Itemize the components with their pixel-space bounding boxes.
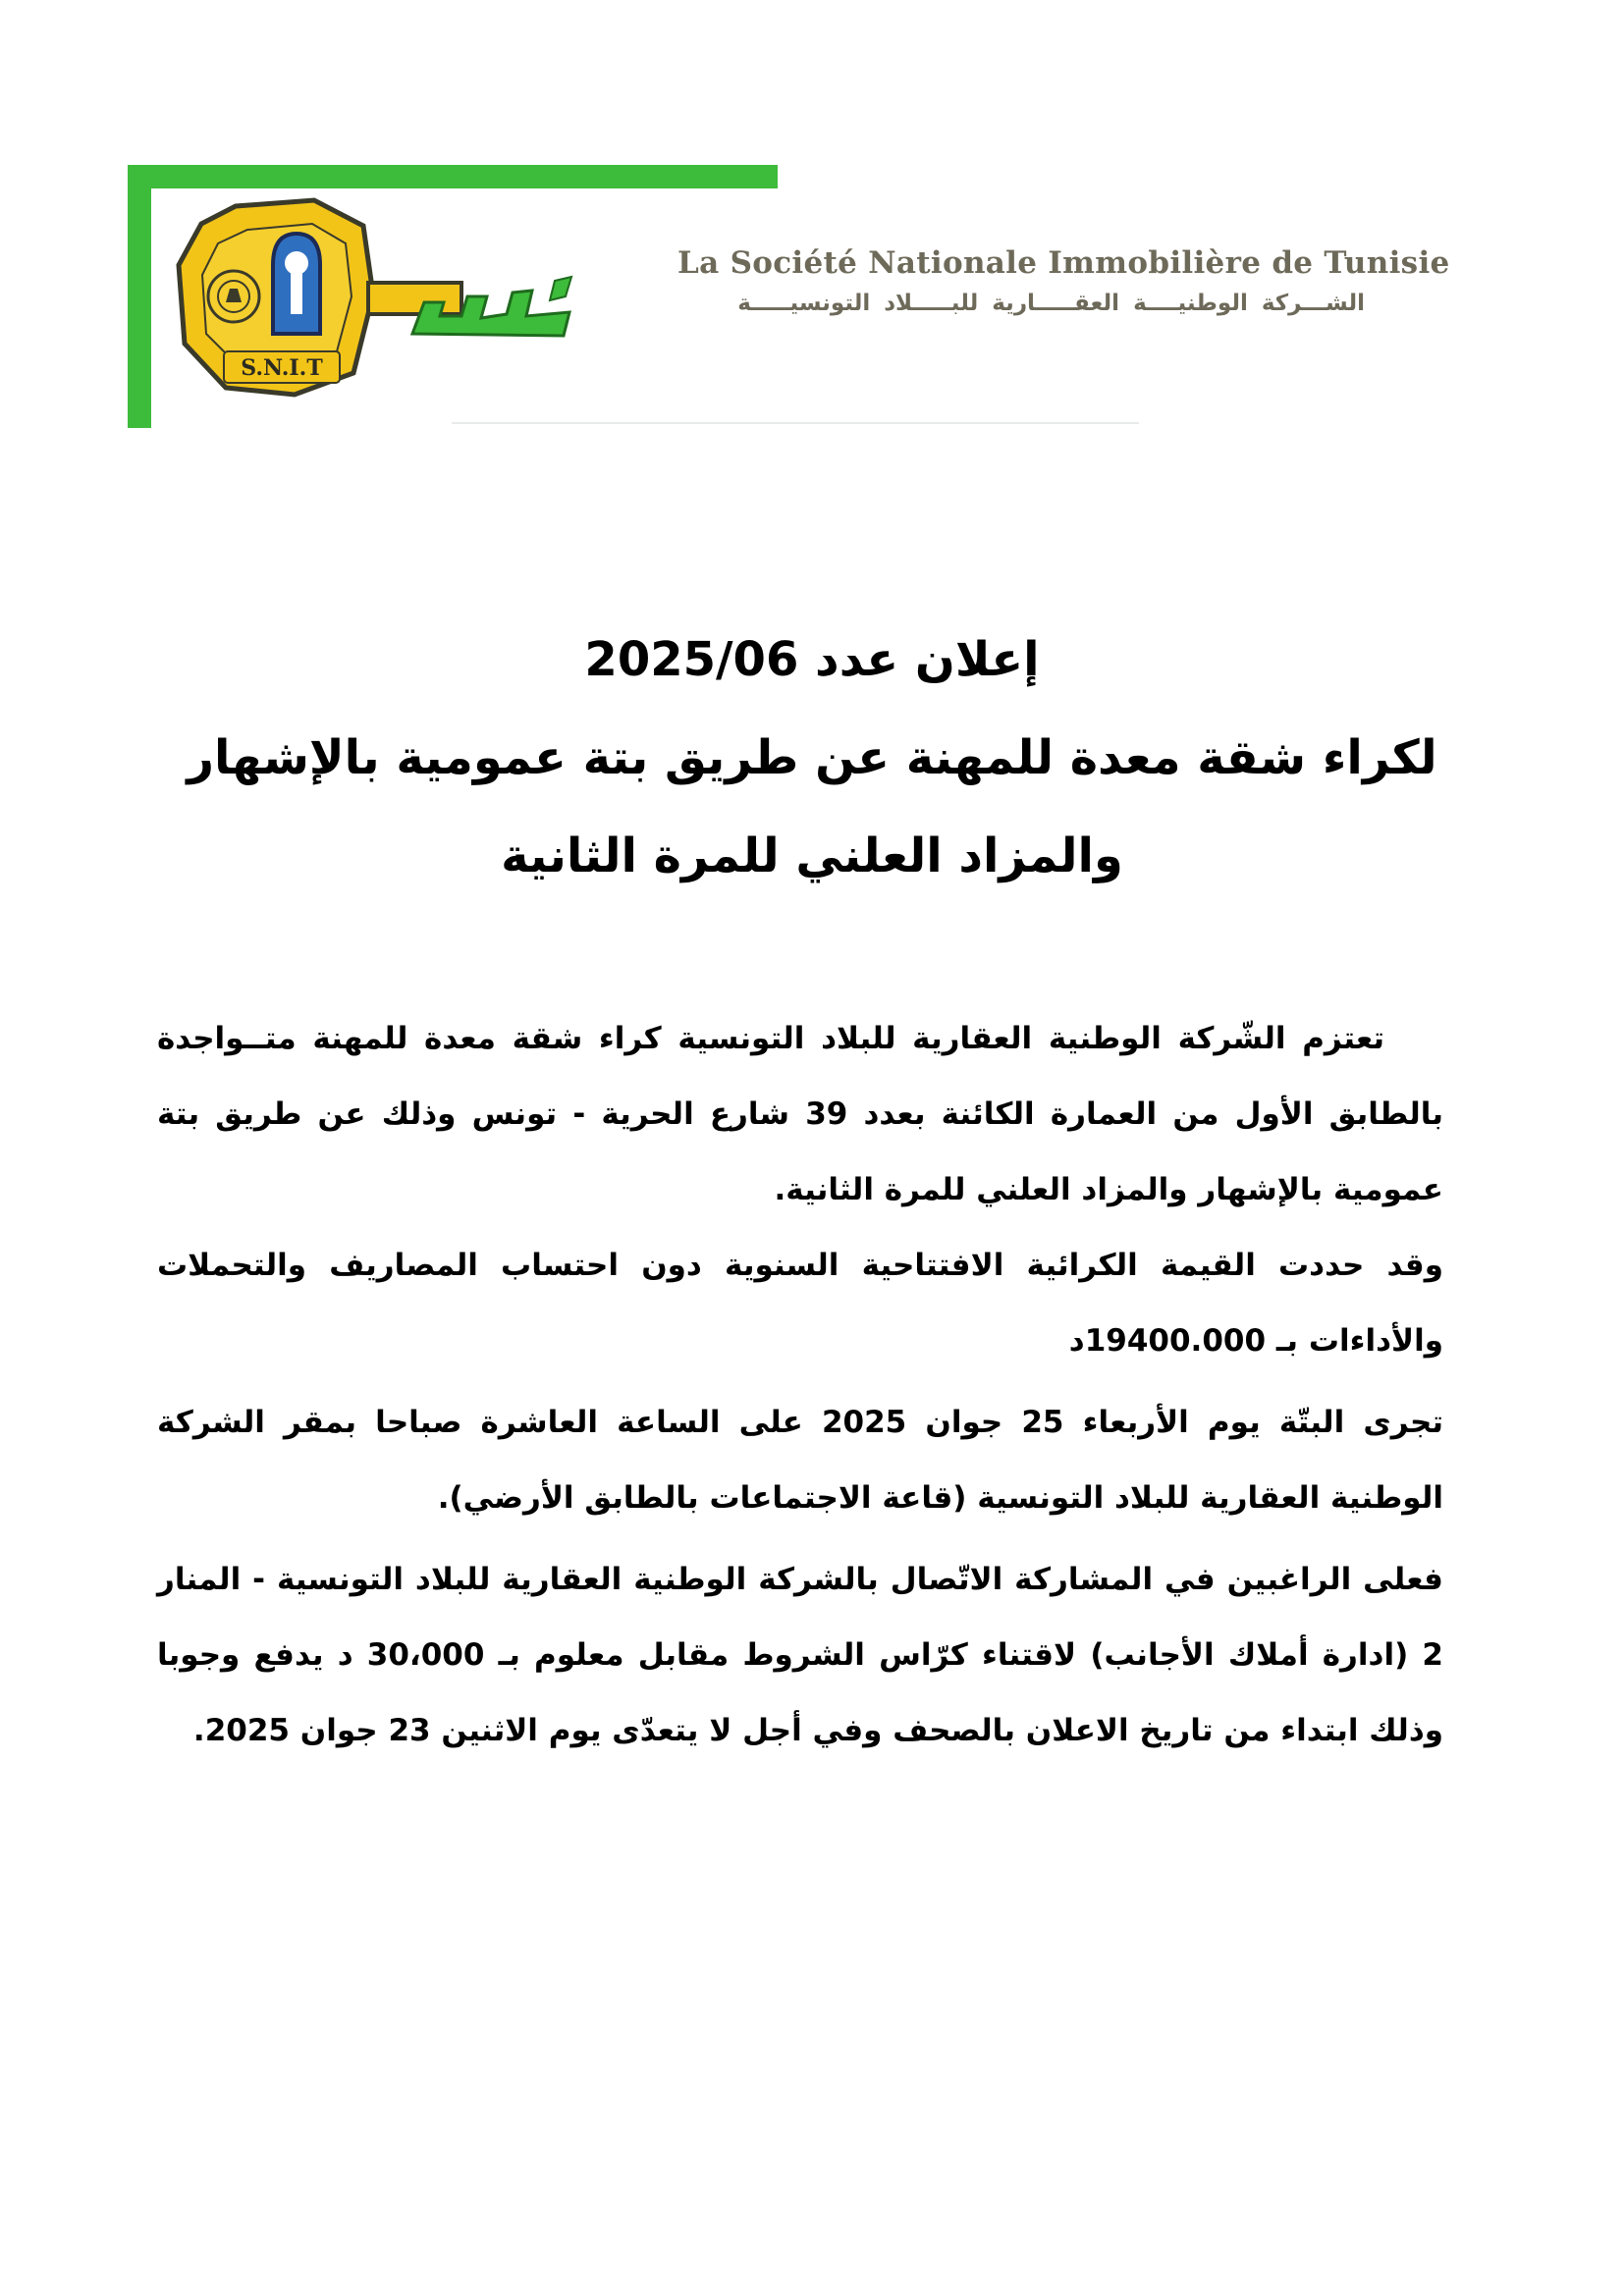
letterhead-green-bar-left	[128, 165, 151, 428]
paragraph-participation: فعلى الراغبين في المشاركة الاتّصال بالشركة الوطنية العقارية للبلاد التونسية - المنار 2 (ادارة أملاك الأجانب) لاقتناء كرّاس الشروط مقابل معلوم بـ 30،000 د يدفع وجوبا وذلك ابتداء من تاريخ الاعلان بالصحف وفي أجل لا يتعدّى يوم الاثنين 23 جوان 2025.	[157, 1562, 1443, 1748]
company-name-fr: La Société Nationale Immobilière de Tunisie	[677, 245, 1450, 281]
letterhead	[128, 165, 1450, 428]
company-name-ar: الشـــركة الوطنيــــة العقـــــارية للبـــــلاد التونسيـــــة	[737, 291, 1365, 316]
title-line-subject-cont: والمزاد العلني للمرة الثانية	[501, 828, 1123, 883]
snit-key-logo-icon	[167, 187, 628, 412]
letterhead-green-bar-top	[128, 165, 778, 188]
logo-text: S.N.I.T	[241, 355, 323, 381]
title-line-subject: لكراء شقة معدة للمهنة عن طريق بتة عمومية بالإشهار	[187, 730, 1437, 785]
letterhead-divider	[452, 422, 1139, 424]
paragraph-auction-date: تجرى البتّة يوم الأربعاء 25 جوان 2025 على الساعة العاشرة صباحا بمقر الشركة الوطنية العقارية للبلاد التونسية (قاعة الاجتماعات بالطابق الأرضي).	[157, 1405, 1443, 1516]
title-line-number: إعلان عدد 2025/06	[584, 632, 1040, 687]
announcement-title	[157, 611, 1467, 905]
announcement-body	[157, 1001, 1443, 1769]
paragraph-intent: تعتزم الشّركة الوطنية العقارية للبلاد التونسية كراء شقة معدة للمهنة متــواجدة بالطابق الأول من العمارة الكائنة بعدد 39 شارع الحرية - تونس وذلك عن طريق بتة عمومية بالإشهار والمزاد العلني للمرة الثانية.	[157, 1021, 1443, 1207]
paragraph-rent-value: وقد حددت القيمة الكرائية الافتتاحية السنوية دون احتساب المصاريف والتحملات والأداءات بـ 19400.000د	[157, 1248, 1443, 1359]
